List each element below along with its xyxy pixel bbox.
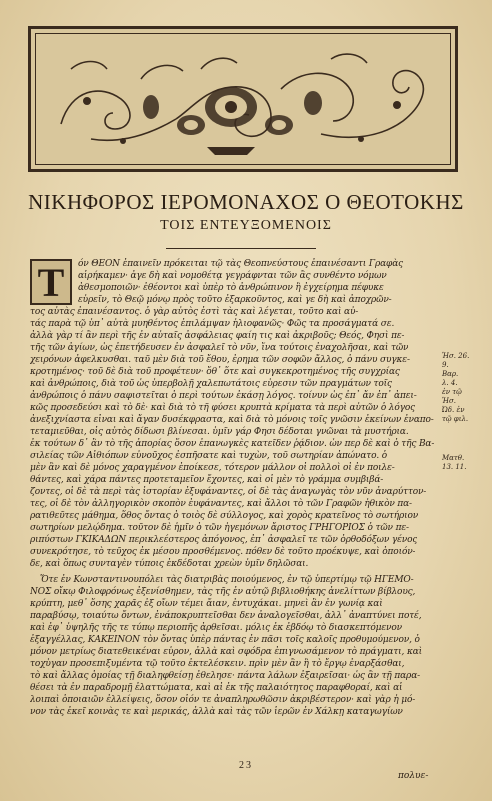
drop-cap-letter: Τ	[37, 260, 65, 305]
text-line: συνεκρότησε, τὸ τεῦχος ἐκ μέσου προσθέμενος. πόθεν δὲ τοῦτο προέκυψε, καὶ ὁποιόν-	[30, 547, 416, 557]
ornamental-headpiece	[28, 26, 458, 172]
margin-note: λ. 4.	[442, 379, 458, 387]
text-line: ριπύστων ΓΚΙΚΑΔΩΝ περικλεέστερος ἀπόγονος, ἐπ᾽ ἀσφαλεῖ τε τῶν ὀρθοδόξων γένος	[30, 535, 418, 545]
page-number: 23	[239, 760, 253, 771]
text-line: θάντες, καὶ χάρα πάντες προτεταμεῖον ἔχοντες, καὶ οἱ μὲν τὸ γράμμα συμβιβά-	[30, 475, 384, 485]
text-line: σωτηρίων μελῴδημα. τοῦτον δὲ ἡμῖν ὁ τῶν ἡγεμόνων ἄριστος ΓΡΗΓΟΡΙΟΣ ὁ τῶν πε-	[30, 523, 409, 533]
title-rule	[166, 248, 316, 249]
margin-note: 13. 11.	[442, 463, 467, 471]
margin-note: Ὠδ. ἐν	[442, 406, 465, 414]
text-line: ρατιθεῦτες μάθημα, ὅθος ὄντας ὁ τοιὸς δὲ σύλλογος, καὶ χορὸς κρατεῖνος τὸ σωτήριον	[30, 511, 419, 521]
text-line: τος αὐτὰς ἐπαινέσαντος. ὁ γὰρ αὐτὸς ἐστὶ τὰς καὶ λέγεται, τοῦτο καὶ αὐ-	[30, 307, 359, 317]
text-line: κρύπτη, μεθ᾽ ὅσης χαρᾶς ἐξ οἴων τέμει ἄιαν, ἐντυχάκαι. μηνεὶ ἂν ἐν γωνίᾳ καὶ	[30, 599, 383, 609]
text-line: ἀλλὰ γὰρ τί ἂν περὶ τῆς ἐν αὐταῖς ἀσφάλειας φαίη τις καὶ ἀκριβοῦς; Θεός, Φησὶ πε-	[30, 331, 405, 341]
text-line: ἀνθρώποις ὁ πάνυ σαφιστεῖται ὁ περὶ τούτων ἐκάσῃ λόγος. τοίνυν ὡς ἐπ᾽ ἄν ἐπ᾽ ἀπει-	[30, 391, 417, 401]
text-line: χειρόνων ἀφελκυσθαι. ταῦ μὲν διὰ τοῦ ἔθου, ἐρημα τῶν σοφῶν ἄλλος, ὁ πάνυ συγκε-	[30, 355, 410, 365]
text-line: ἐκ τούτων δ᾽ ἂν τὸ τῆς ἀπορίας ὅσον ἐπανωγκὲς κατεῖδεν ῥᾴδιον. ὧν περ δὲ καὶ ὁ τῆς Βα-	[30, 439, 435, 449]
text-line: ἀνεξιχνίαστα εἶναι καὶ ἄγαν δυσέκφραστα, καὶ διὰ τὸ μόνοις τοῖς γνῶσιν ἐκείνων ἐναπο-	[30, 415, 434, 425]
margin-note: ἐν τῷ	[442, 388, 462, 396]
margin-note: τῷ φιλ.	[442, 415, 469, 423]
text-line: τες, οἱ δὲ τὸν ἀλληγορικὸν σκοπὸν ἐυφάναντες, καὶ ἄλλοι τὸ τῶν Γραφῶν ἠθικὸν πα-	[30, 499, 412, 509]
text-line: ἐξαγγέλλας, ΚΑΚΕΙΝΟΝ τὸν ὄντας ὑπὲρ πάντας ἐν πᾶσι τοῖς καλοῖς προθυμούμενον, ὁ	[30, 635, 420, 645]
text-line: εὑρεῖν, τὸ Θεῷ μόνῳ πρὸς τοῦτο ἐξαρκοῦντος, καὶ γε δὴ καὶ ἀποχρῶν-	[78, 295, 392, 305]
text-line: τοχὑγαν προσεπιξυμέντα τῷ τοῦτο ἐκτελέσκειν. πρὶν μὲν ἂν ἢ τὸ ἔργῳ ἐναρξάσθαι,	[30, 659, 405, 669]
page-subtitle: ΤΟΙΣ ΕΝΤΕΥΞΟΜΕΝΟΙΣ	[160, 218, 332, 233]
margin-note: Ἡσ.	[442, 397, 456, 405]
text-line: αἱρήκαμεν· ἀγε δὴ καὶ νομοθέτᾳ γεγράφνται τῶν ἂς συνθέντο νόμων	[78, 271, 387, 281]
text-line: παραβύσῳ, τοιαύτω ὄντων, ἐνάποκρυπτεῖσθαι δεν ἀναλογεῖσθαι, ἀλλ᾽ ἀναπτύνει ποτέ,	[30, 611, 422, 621]
text-line: καὶ ἀνθρώποις, διὰ τοῦ ὡς ὑπερβολῇ χαλεπωτάτοις εὑρεσιν τῶν πραγμάτων τοῖς	[30, 379, 392, 389]
margin-note: Βαρ.	[442, 370, 459, 378]
text-line: ΝΟΣ οἴκῳ Φιλοφρόνως ἐξενίσθημεν, τὰς τῆς ἐν αὐτῷ βιβλιοθήκης ἀνελίττων βίβλους,	[30, 587, 416, 597]
body-text	[30, 258, 440, 758]
floral-ornament-icon	[31, 29, 455, 169]
catchword: πολυε-	[398, 771, 429, 781]
text-line: κῶς προσεδεύσι καὶ τὸ δὲ· καὶ διὰ τὸ τῆ φύσει κρυπτὰ κρίματα τὰ περὶ αὐτῶν ὁ λόγος	[30, 403, 416, 413]
text-line: τὸ καὶ ἄλλας ὁμοίας τῇ διαληφθείσῃ ἐθελησε· πάντα λάλων ἐξαιρεῖσαι· ὡς ἂν τῇ παρα-	[30, 671, 421, 681]
text-line: ζοντες, οἱ δὲ τὰ περὶ τὰς ἱστορίαν ἐξυφάναντες, οἱ δὲ τὰς ἀναγωγὰς τὸν νῦν ἀναρύττον-	[30, 487, 427, 497]
margin-note: Ἡσ. 26.	[442, 352, 470, 360]
text-line: ἀθεσμοποιῶν· ἐθέοντοι καὶ ὑπὲρ τὸ ἀνθρώπινον ἢ ἐγχείρημα πέφυκε	[78, 283, 384, 293]
margin-note: 9.	[442, 361, 449, 369]
text-line: μόνον μετρίως διατεθεικέναι εὗρον, ἀλλὰ καὶ σφόδρα ἐπιγνωσάμενον τὸ πράγματι, καὶ	[30, 647, 423, 657]
text-line: κροτημένος· τοῦ δὲ διὰ τοῦ προφέτευν· ὅθ᾽ ὅτε καὶ συγκεκροτημένος τῆς συγχρίας	[30, 367, 400, 377]
text-line: μὲν ἂν καὶ δὲ μόνος χαραγμένον ἐποίκεσε, τότερον μάλλον οἱ πολλοὶ οἱ ἐν ποιλε-	[30, 463, 395, 473]
text-line: δε, καὶ ὅπως συνταγὲν τύποις ἐκδέδοται χρεὼν ὑμῖν δηλῶσαι.	[30, 559, 309, 569]
text-line: τεταμιεῦθαι, οἷς αὐτὸς δίδωσι βλίνεσαι. ὑμῖν γάρ Φησι δέδοται γνῶναι τὰ μυστήρια.	[30, 427, 409, 437]
text-line: τάς παρὰ τῷ ὑπ᾽ αὐτὰ μυηθέντος ἐπιλάμψαν ἡλιοφανῶς· Φῶς τα προσάγματά σε.	[30, 319, 395, 329]
text-line: καὶ ἐφ᾽ ὑψηλῆς τῆς τε τύπῳ περιοπῆς ἀρθεῖσαι. μόλις ἐκ ἐβδόῳ τὸ διασκεπτόμενον	[30, 623, 402, 633]
text-line: σιλείας τῶν Αἰθιόπων εὐνοῦχος ἐσπῆσατε καὶ τυχὼν, τοῦ σωτηρίαν ἀπώνατο. ὁ	[30, 451, 388, 461]
text-line: νον τὰς ἐκεῖ κοινὰς τε καὶ μερικάς, ἀλλὰ καὶ τὰς τῶν ἱερῶν ἐν Χάλκῃ καταγωγίων	[30, 707, 403, 717]
page-title: ΝΙΚΗΦΟΡΟΣ ΙΕΡΟΜΟΝΑΧΟΣ Ο ΘΕΟΤΟΚΗΣ	[28, 190, 464, 214]
text-line: λοιπαὶ ὁποιαιῶν ἐλλείψεις, ὅσον οἷόν τε ἀναπληρωθῶσιν ἀκριβέστερον· καὶ γὰρ ἡ μό-	[30, 695, 416, 705]
text-line: Ὅτε ἐν Κωνσταντινουπόλει τὰς διατριβὰς ποιούμενος, ἐν τῷ ὑπερτίμῳ τῷ ΗΓΕΜΟ-	[40, 575, 414, 585]
margin-note: Ματθ.	[442, 454, 465, 462]
text-line: όν ΘΕΟΝ ἐπαινεῖν πρόκειται τῷ τὰς Θεοπνεύστους ἐπαινέσαντι Γραφὰς	[78, 259, 404, 269]
text-line: θέσει τὰ ἐν παραδρομῇ ἐλαττώματα, καὶ αἱ ἐκ τῆς παλαιότητος παραφθοραί, καὶ αἱ	[30, 683, 403, 693]
text-line: τῆς τῶν ἀγίων, ὡς ἐπετήδευσεν ἐν ἀσφαλεῖ τὸ νῦν, ἵνα τούτοις ἐναχολῆσαι, καὶ τῶν	[30, 343, 409, 353]
